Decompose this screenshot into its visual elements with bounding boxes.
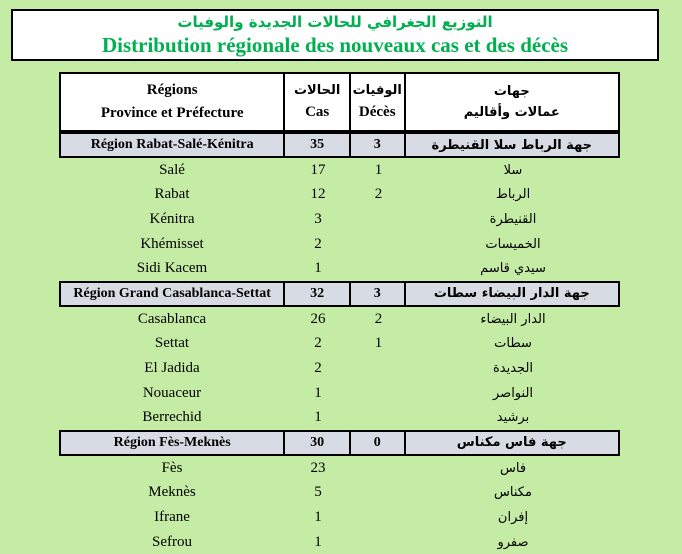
province-name-ar: النواصر [492,385,534,401]
province-row-el-jadida [59,356,620,381]
province-name-fr: Settat [154,335,190,352]
province-name-fr: Fès [161,459,183,476]
province-name-ar: الرباط [495,187,531,203]
province-name-fr: Salé [159,161,185,178]
province-name-ar: سطات [494,336,532,352]
region-deces-value: 0 [351,432,406,454]
header-regions-line2: Province et Préfecture [100,104,244,121]
province-row-rabat [59,183,620,208]
province-name-fr: El Jadida [144,359,200,376]
province-name-ar: إفران [497,509,529,525]
header-regions-arabic-line2: عمالات وأقاليم [463,105,560,121]
province-deces-value [351,530,406,554]
province-deces-value [351,481,406,506]
province-name-fr: Rabat [154,186,190,203]
province-cas-value: 1 [314,533,322,550]
header-deces-column [351,74,406,130]
province-deces-value: 2 [374,310,383,327]
region-cas-value: 30 [285,432,351,454]
header-regions-column [61,74,285,130]
region-name-fr: Région Fès-Meknès [61,432,285,454]
province-name-ar: سلا [503,162,523,178]
province-name-ar: مكناس [494,485,532,501]
province-name-fr: Khémisset [140,235,204,252]
province-row-sefrou [59,530,620,554]
header-deces-french: Décès [358,104,396,120]
header-regions-arabic-column [406,74,618,130]
province-cas-value: 1 [314,409,322,426]
region-deces-value: 3 [351,134,406,156]
province-deces-value [351,456,406,481]
province-name-ar: الخميسات [485,236,541,252]
province-name-fr: Nouaceur [142,384,202,401]
province-cas-value: 17 [310,161,326,178]
province-deces-value [351,256,406,281]
province-name-ar: فاس [499,460,527,476]
region-name-ar: جهة الرباط سلا القنيطرة [431,137,593,153]
province-name-fr: Ifrane [154,508,190,525]
province-deces-value [351,405,406,430]
region-name-ar: جهة الدار البيضاء سطات [433,286,590,302]
title-box [11,9,659,61]
region-row-fes-meknes [59,430,620,456]
province-cas-value: 2 [314,335,322,352]
region-name-ar: جهة فاس مكناس [456,435,567,451]
province-row-settat [59,332,620,357]
province-cas-value: 1 [314,384,322,401]
province-cas-value: 1 [314,260,322,277]
province-name-fr: Casablanca [137,310,207,327]
province-name-ar: سيدي قاسم [480,261,546,277]
region-cas-value: 35 [285,134,351,156]
province-row-nouaceur [59,381,620,406]
province-cas-value: 2 [314,235,322,252]
header-regions-line1: Régions [146,82,198,99]
province-name-fr: Berrechid [142,409,202,426]
province-row-meknes [59,481,620,506]
province-row-ifrane [59,505,620,530]
province-row-casablanca [59,307,620,332]
province-deces-value [351,381,406,406]
province-deces-value: 1 [374,161,383,178]
province-deces-value: 2 [374,186,383,203]
province-name-ar: الجديدة [492,360,534,376]
province-name-fr: Sefrou [152,533,192,550]
header-deces-arabic: الوفيات [352,83,402,98]
province-row-sidi-kacem [59,256,620,281]
region-deces-value: 3 [351,283,406,305]
region-name-fr: Région Grand Casablanca-Settat [61,283,285,305]
province-row-berrechid [59,405,620,430]
province-cas-value: 5 [314,484,322,501]
title-french: Distribution régionale des nouveaux cas et des décès [101,32,569,57]
province-deces-value: 1 [374,335,383,352]
header-regions-arabic-line1: جهات [493,83,530,99]
province-name-ar: برشيد [496,410,530,426]
region-row-rabat-sale-kenitra [59,132,620,158]
header-cas-column [285,74,351,130]
region-row-grand-casablanca-settat [59,281,620,307]
province-cas-value: 2 [314,359,322,376]
province-cas-value: 3 [314,210,322,227]
province-name-ar: القنيطرة [489,211,537,227]
province-row-fes [59,456,620,481]
province-name-fr: Meknès [148,484,196,501]
title-arabic: التوزيع الجغرافي للحالات الجديدة والوفيات [177,13,493,32]
province-name-ar: الدار البيضاء [480,311,546,327]
province-deces-value [351,505,406,530]
province-cas-value: 26 [310,310,326,327]
province-deces-value [351,356,406,381]
province-row-sale [59,158,620,183]
table-header-row [59,72,620,132]
header-cas-french: Cas [305,104,330,120]
province-row-khemisset [59,232,620,257]
province-name-fr: Sidi Kacem [136,260,208,277]
regional-distribution-table [59,72,620,554]
region-name-fr: Région Rabat-Salé-Kénitra [61,134,285,156]
province-cas-value: 1 [314,508,322,525]
province-deces-value [351,232,406,257]
province-row-kenitra [59,207,620,232]
province-deces-value [351,207,406,232]
header-cas-arabic: الحالات [293,83,341,98]
province-name-fr: Kénitra [149,210,195,227]
province-cas-value: 12 [310,186,326,203]
province-name-ar: صفرو [497,534,529,550]
province-cas-value: 23 [310,459,326,476]
region-cas-value: 32 [285,283,351,305]
